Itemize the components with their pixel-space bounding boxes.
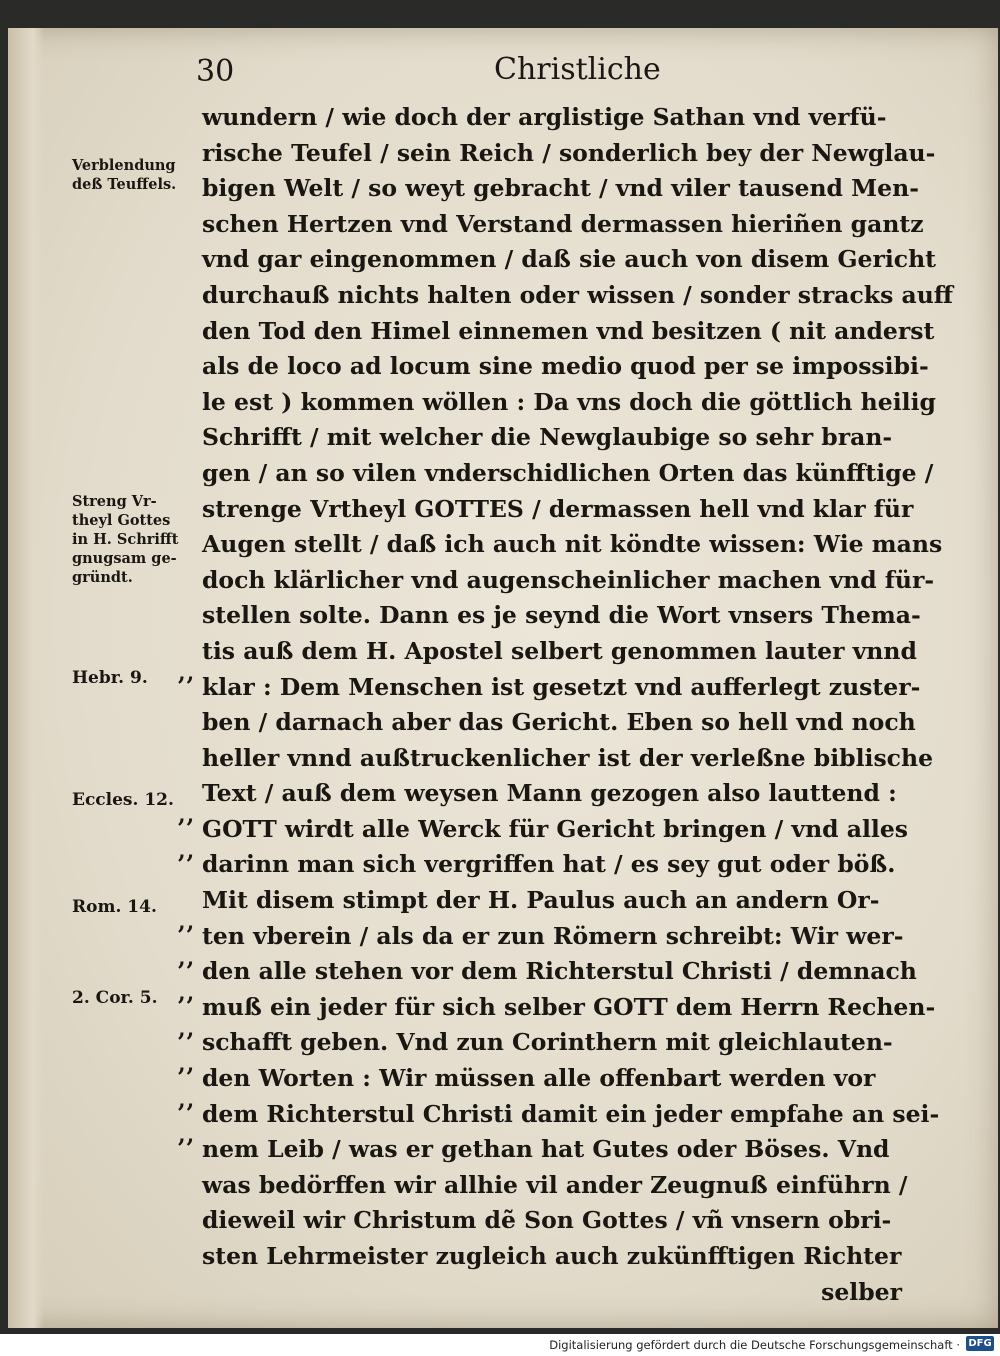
body-line: GOTT wirdt alle Werck für Gericht bringen / vnd alles [202,814,909,843]
body-line: strenge Vrtheyl GOTTES / dermassen hell vnd klar für [202,494,914,523]
marginal-ref-eccles: Eccles. 12. [72,790,174,810]
page-number: 30 [196,54,235,89]
body-line: tis auß dem H. Apostel selbert genommen lauter vnnd [202,636,917,665]
body-line: ben / darnach aber das Gericht. Eben so hell vnd noch [202,708,916,737]
body-line: ten vberein / als da er zun Römern schreibt: Wir wer- [202,921,904,950]
body-line: darinn man sich vergriffen hat / es sey gut oder böß. [202,850,896,879]
body-line: rische Teufel / sein Reich / sonderlich bey der Newglau- [202,138,936,167]
body-line: klar : Dem Menschen ist gesetzt vnd aufferlegt zuster- [202,672,921,701]
funding-credit: Digitalisierung gefördert durch die Deutsche Forschungsgemeinschaft · [549,1338,960,1352]
marginal-ref-hebr: Hebr. 9. [72,668,148,688]
marginal-note-verblendung: Verblendung deß Teuffels. [72,157,177,193]
catchword: selber [821,1277,902,1306]
body-text [202,100,954,1310]
body-line: sten Lehrmeister zugleich auch zukünfftigen Richter [202,1242,902,1270]
marginal-ref-rom: Rom. 14. [72,897,157,917]
quote-mark: ,, [178,945,196,971]
body-line: stellen solte. Dann es je seynd die Wort vnsers Thema- [202,601,921,630]
body-line: heller vnnd außtruckenlicher ist der verleßne biblische [202,743,934,772]
body-line: durchauß nichts halten oder wissen / sonder stracks auff [202,280,954,309]
body-line: schen Hertzen vnd Verstand dermassen hieriñen gantz [202,209,924,238]
marginal-ref-cor: 2. Cor. 5. [72,988,158,1008]
body-line: muß ein jeder für sich selber GOTT dem Herrn Rechen- [202,992,936,1021]
body-line: Mit disem stimpt der H. Paulus auch an andern Or- [202,886,880,915]
body-line: als de loco ad locum sine medio quod per se impossibi- [202,352,929,381]
body-line: Schrifft / mit welcher die Newglaubige so sehr bran- [202,423,893,452]
marginal-note-strenges-urteil: Streng Vr- theyl Gottes in H. Schrifft gnugsam ge- gründt. [72,493,179,586]
body-line: dieweil wir Christum dẽ Son Gottes / vñ vnsern obri- [202,1206,892,1235]
quote-mark: ,, [178,1051,196,1077]
body-line: schafft geben. Vnd zun Corinthern mit gleichlauten- [202,1028,893,1057]
body-line: bigen Welt / so weyt gebracht / vnd viler tausend Men- [202,174,919,203]
quote-mark: ,, [178,802,196,828]
quote-mark: ,, [178,838,196,864]
body-line: den Tod den Himel einnemen vnd besitzen ( nit anderst [202,316,935,345]
running-header: Christliche [494,52,661,87]
quote-mark: ,, [178,909,196,935]
body-line: nem Leib / was er gethan hat Gutes oder Böses. Vnd [202,1135,890,1164]
body-line: vnd gar eingenommen / daß sie auch von disem Gericht [202,245,937,274]
quote-mark: ,, [178,660,196,686]
body-line: den Worten : Wir müssen alle offenbart werden vor [202,1064,876,1093]
body-line: doch klärlicher vnd augenscheinlicher machen vnd für- [202,565,935,594]
body-line: was bedörffen wir allhie vil ander Zeugnuß einführn / [202,1170,908,1199]
quote-mark: ,, [178,980,196,1006]
body-line: Augen stellt / daß ich auch nit köndte wissen: Wie mans [202,530,943,559]
quote-mark: ,, [178,1087,196,1113]
body-line: Text / auß dem weysen Mann gezogen also lauttend : [202,779,897,808]
body-line: wundern / wie doch der arglistige Sathan vnd verfü- [202,103,887,131]
body-line: den alle stehen vor dem Richterstul Christi / demnach [202,957,917,986]
body-line: dem Richterstul Christi damit ein jeder empfahe an sei- [202,1099,940,1128]
dfg-logo: DFG [966,1336,994,1351]
body-line: le est ) kommen wöllen : Da vns doch die göttlich heilig [202,387,936,416]
quote-mark: ,, [178,1122,196,1148]
body-line: gen / an so vilen vnderschidlichen Orten das künfftige / [202,458,934,487]
quote-mark: ,, [178,1016,196,1042]
page-binding-edge [8,28,44,1328]
